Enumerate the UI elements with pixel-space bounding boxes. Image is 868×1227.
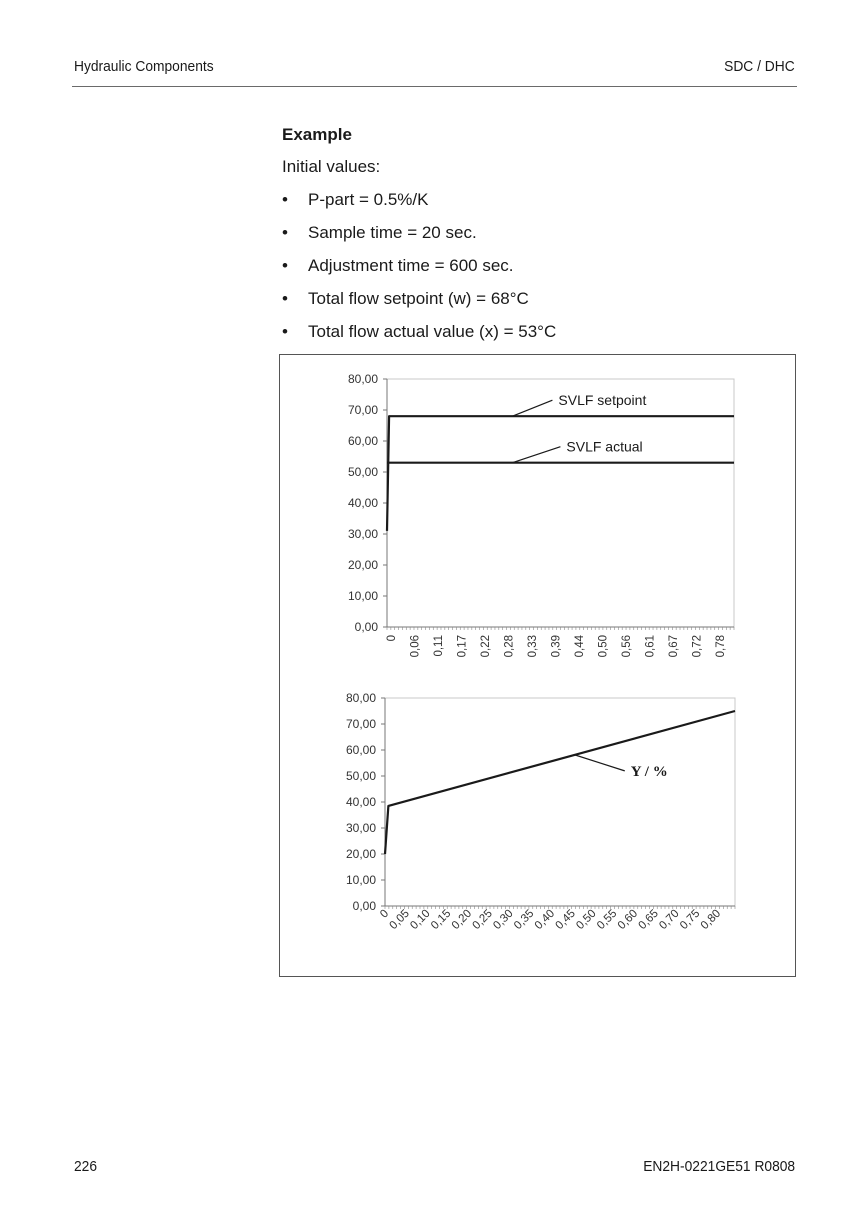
plot-area <box>385 698 735 906</box>
series-line-1 <box>387 416 734 531</box>
list-item <box>282 288 802 321</box>
x-tick-label: 0 <box>378 907 392 921</box>
x-tick-label: 0,80 <box>698 907 724 932</box>
x-tick-label: 0,65 <box>636 907 661 932</box>
header-divider <box>72 86 797 87</box>
x-tick-label: 0,28 <box>503 635 516 658</box>
header-section-title: Hydraulic Components <box>74 58 214 75</box>
x-tick-label: 0,44 <box>574 635 586 658</box>
page-number: 226 <box>74 1158 98 1175</box>
charts-figure <box>280 355 795 976</box>
x-tick-label: 0,50 <box>597 635 610 658</box>
x-tick-label: 0,05 <box>387 907 412 932</box>
y-tick-label: 60,00 <box>347 434 378 448</box>
x-tick-label: 0,78 <box>715 635 727 658</box>
x-tick-label: 0,20 <box>449 907 475 932</box>
section-heading: Example <box>282 125 352 144</box>
y-tick-label: 80,00 <box>347 372 378 386</box>
y-tick-label: 60,00 <box>345 743 376 757</box>
list-item-text: Total flow actual value (x) = 53°C <box>308 322 557 341</box>
bullet-icon: • <box>282 256 288 275</box>
series-line-1 <box>385 711 735 854</box>
list-item-text: Sample time = 20 sec. <box>308 223 477 242</box>
y-tick-label: 70,00 <box>347 403 378 417</box>
y-tick-label: 50,00 <box>345 769 376 783</box>
x-tick-label: 0,45 <box>553 907 578 932</box>
content-body <box>282 124 802 354</box>
initial-values-list <box>282 189 802 354</box>
x-tick-label: 0,35 <box>512 907 537 932</box>
x-tick-label: 0,06 <box>409 635 422 658</box>
annotation-leader <box>512 447 560 463</box>
list-item-text: Adjustment time = 600 sec. <box>308 256 514 275</box>
bullet-icon: • <box>282 190 288 209</box>
x-tick-label: 0,75 <box>678 907 703 932</box>
x-tick-label: 0,60 <box>615 907 641 932</box>
x-tick-label: 0,30 <box>491 907 516 932</box>
x-tick-label: 0,39 <box>550 635 563 658</box>
x-tick-label: 0,50 <box>574 907 599 932</box>
list-item <box>282 321 802 354</box>
x-tick-label: 0,17 <box>456 635 469 658</box>
x-tick-label: 0,40 <box>532 907 558 932</box>
x-tick-label: 0 <box>386 635 398 642</box>
list-item <box>282 255 802 288</box>
x-tick-label: 0,33 <box>527 635 539 658</box>
bullet-icon: • <box>282 322 288 341</box>
y-tick-label: 0,00 <box>352 899 376 913</box>
x-tick-label: 0,15 <box>429 907 454 932</box>
annotation-leader <box>512 400 552 416</box>
y-tick-label: 10,00 <box>345 873 376 887</box>
list-item <box>282 222 802 255</box>
x-tick-label: 0,11 <box>433 635 445 657</box>
intro-text: Initial values: <box>282 157 381 176</box>
y-tick-label: 50,00 <box>347 465 378 479</box>
annotation-label: Y / % <box>630 763 668 780</box>
x-tick-label: 0,61 <box>644 635 657 658</box>
list-item <box>282 189 802 222</box>
y-tick-label: 0,00 <box>354 620 378 634</box>
annotation-leader <box>575 755 625 771</box>
y-tick-label: 10,00 <box>347 589 378 603</box>
x-tick-label: 0,67 <box>668 635 680 658</box>
y-tick-label: 30,00 <box>345 821 376 835</box>
y-tick-label: 40,00 <box>345 795 376 809</box>
y-tick-label: 40,00 <box>347 496 378 510</box>
chart-1 <box>348 372 734 657</box>
x-tick-label: 0,10 <box>408 907 433 932</box>
x-tick-label: 0,56 <box>621 635 633 658</box>
x-tick-label: 0,72 <box>691 635 704 658</box>
annotation-label: SVLF setpoint <box>558 392 647 409</box>
x-tick-label: 0,70 <box>657 907 682 932</box>
list-item-text: Total flow setpoint (w) = 68°C <box>308 289 529 308</box>
x-tick-label: 0,55 <box>595 907 620 932</box>
header-doc-label: SDC / DHC <box>724 58 795 75</box>
x-tick-label: 0,25 <box>470 907 495 932</box>
y-tick-label: 80,00 <box>345 691 376 705</box>
y-tick-label: 70,00 <box>345 717 376 731</box>
list-item-text: P-part = 0.5%/K <box>308 190 429 209</box>
document-id: EN2H-0221GE51 R0808 <box>643 1158 795 1175</box>
bullet-icon: • <box>282 223 288 242</box>
bullet-icon: • <box>282 289 288 308</box>
annotation-label: SVLF actual <box>566 438 643 455</box>
figure-frame <box>279 354 796 977</box>
y-tick-label: 20,00 <box>347 558 378 572</box>
y-tick-label: 20,00 <box>345 847 376 861</box>
x-tick-label: 0,22 <box>480 635 492 658</box>
y-tick-label: 30,00 <box>347 527 378 541</box>
chart-2 <box>346 691 735 932</box>
